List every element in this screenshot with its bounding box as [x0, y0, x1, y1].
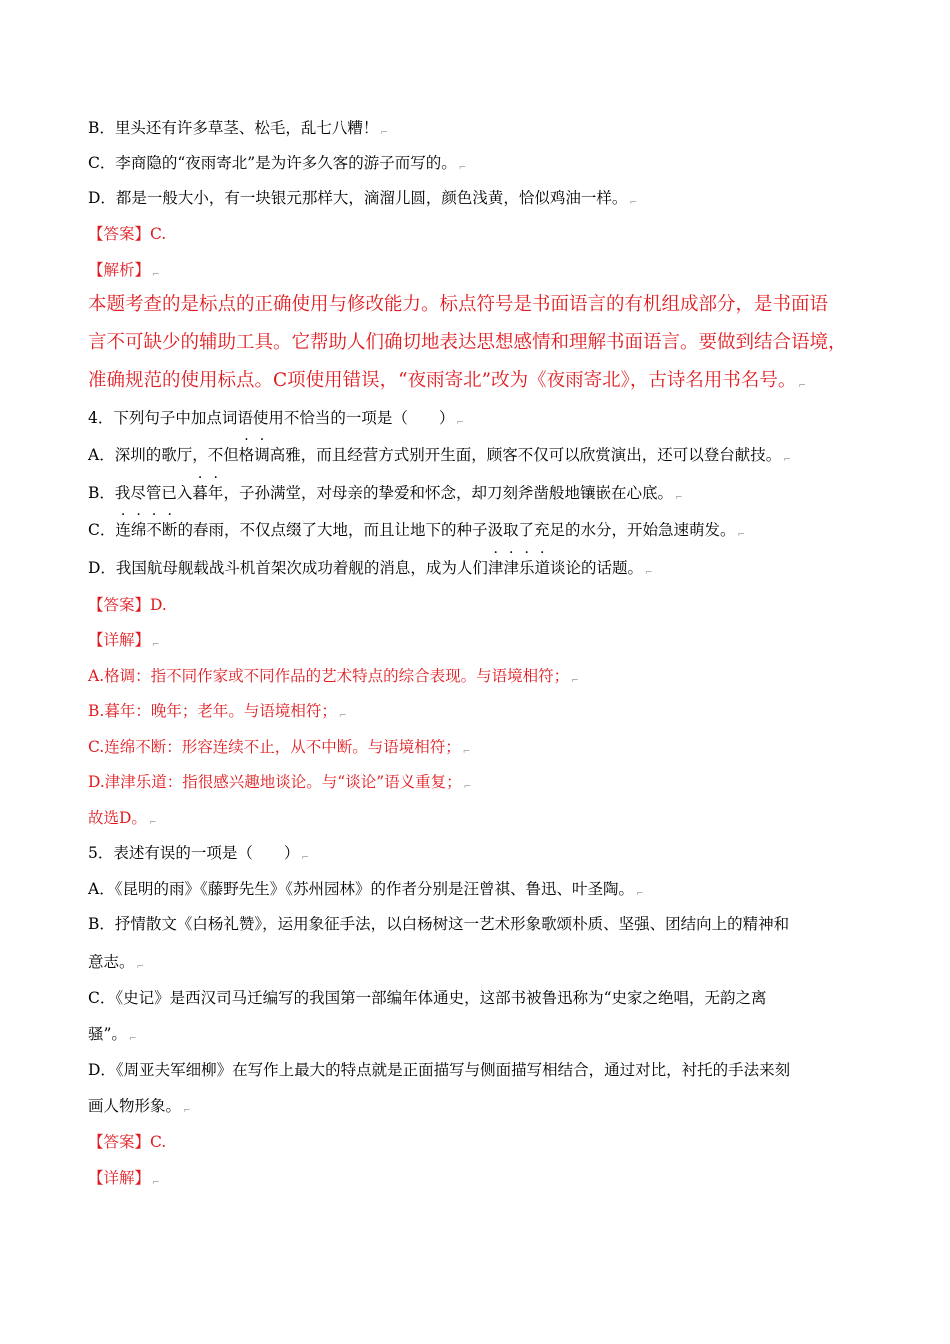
dotted-char: 乐: [518, 559, 535, 577]
paragraph-mark: ⌐: [152, 640, 160, 650]
q3-analysis-line-1: 本题考查的是标点的正确使用与修改能力。标点符号是书面语言的有机组成部分，是书面语: [88, 294, 829, 315]
q4-detail-a: A.格调：指不同作家或不同作品的艺术特点的综合表现。与语境相符； ⌐: [88, 667, 579, 686]
dotted-char: 不: [146, 521, 162, 539]
dotted-char: 绵: [130, 521, 147, 539]
q4-conclusion: 故选D。 ⌐: [88, 809, 157, 828]
q5-stem: 5．表述有误的一项是（ ） ⌐: [88, 844, 309, 863]
paragraph-mark: ⌐: [737, 530, 745, 540]
paragraph-mark: ⌐: [798, 381, 806, 391]
dotted-char: 津: [487, 559, 504, 577]
paragraph-mark: ⌐: [380, 128, 388, 138]
q5-answer: 【答案】C.: [88, 1133, 167, 1151]
q3-answer: 【答案】C.: [88, 225, 167, 243]
q4-detail-label: 【详解】 ⌐: [88, 631, 160, 650]
paragraph-mark: ⌐: [463, 782, 472, 792]
q3-analysis-label: 【解析】 ⌐: [88, 261, 160, 280]
paragraph-mark: ⌐: [783, 455, 791, 465]
dotted-word: [488, 559, 550, 577]
paragraph-mark: ⌐: [674, 493, 683, 503]
dotted-char: 调: [254, 446, 270, 464]
q4-option-c: C．连绵不断的春雨，不仅点缀了大地，而且让地下的种子汲取了充足的水分，开始急速萌发。 ⌐: [88, 521, 745, 540]
dotted-char: 断: [161, 521, 178, 539]
q5-option-c-line-1: C．《史记》是西汉司马迁编写的我国第一部编年体通史，这部书被鲁迅称为“史家之绝唱，无韵之离: [88, 989, 767, 1007]
paragraph-mark: ⌐: [645, 568, 653, 578]
q3-option-b: B．里头还有许多草茎、松毛，乱七八糟！ ⌐: [88, 119, 388, 138]
q3-option-d: D．都是一般大小，有一块银元那样大，滴溜儿圆，颜色浅黄，恰似鸡油一样。 ⌐: [88, 189, 637, 208]
q5-option-d-line-2: 画人物形象。 ⌐: [88, 1097, 191, 1116]
q3-analysis-line-2: 言不可缺少的辅助工具。它帮助人们确切地表达思想感情和理解书面语言。要做到结合语境，: [88, 332, 847, 353]
paragraph-mark: ⌐: [635, 889, 644, 899]
paragraph-mark: ⌐: [152, 270, 160, 280]
paragraph-mark: ⌐: [456, 418, 464, 428]
paragraph-mark: ⌐: [136, 962, 145, 972]
q5-detail-label: 【详解】 ⌐: [88, 1169, 160, 1188]
q5-option-b-line-1: B．抒情散文《白杨礼赞》，运用象征手法，以白杨树这一艺术形象歌颂朴质、坚强、团结向上的精神和: [88, 915, 790, 933]
q5-option-a: A．《昆明的雨》《藤野先生》《苏州园林》的作者分别是汪曾祺、鲁迅、叶圣陶。 ⌐: [88, 880, 644, 899]
q4-option-b: B．我尽管已入暮年，子孙满堂，对母亲的挚爱和怀念，却刀刻斧凿般地镶嵌在心底。 ⌐: [88, 484, 683, 503]
dotted-char: 津: [503, 559, 519, 577]
dotted-char: 年: [207, 484, 224, 502]
dotted-word: [115, 521, 177, 539]
q5-option-c-line-2: 骚”。 ⌐: [88, 1025, 137, 1044]
dotted-char: 连: [115, 521, 131, 539]
q4-detail-d: D.津津乐道：指很感兴趣地谈论。与“谈论”语义重复； ⌐: [88, 773, 472, 792]
paragraph-mark: ⌐: [128, 1034, 137, 1044]
q5-option-b-line-2: 意志。 ⌐: [88, 953, 145, 972]
dotted-word: [239, 446, 270, 464]
paragraph-mark: ⌐: [148, 818, 157, 828]
paragraph-mark: ⌐: [571, 676, 579, 686]
dotted-word: [192, 484, 223, 502]
paragraph-mark: ⌐: [462, 747, 471, 757]
paragraph-mark: ⌐: [152, 1178, 160, 1188]
q4-detail-b: B.暮年：晚年；老年。与语境相符； ⌐: [88, 702, 347, 721]
q3-option-c: C．李商隐的“夜雨寄北”是为许多久客的游子而写的。 ⌐: [88, 154, 467, 173]
paragraph-mark: ⌐: [301, 853, 309, 863]
paragraph-mark: ⌐: [338, 711, 347, 721]
q4-option-a: A．深圳的歌厅，不但格调高雅，而且经营方式别开生面，顾客不仅可以欣赏演出，还可以登台献技。 ⌐: [88, 446, 791, 465]
dotted-char: 暮: [192, 484, 208, 502]
q4-stem: 4．下列句子中加点词语使用不恰当的一项是（ ） ⌐: [88, 409, 464, 428]
paragraph-mark: ⌐: [458, 163, 467, 173]
q4-option-d: D．我国航母舰载战斗机首架次成功着舰的消息，成为人们津津乐道谈论的话题。 ⌐: [88, 559, 653, 578]
q3-analysis-line-3: 准确规范的使用标点。C项使用错误，“夜雨寄北”改为《夜雨寄北》，古诗名用书名号。 ⌐: [88, 370, 806, 391]
dotted-char: 格: [238, 446, 255, 464]
paragraph-mark: ⌐: [183, 1106, 191, 1116]
dotted-char: 道: [534, 559, 550, 577]
q4-answer: 【答案】D.: [88, 596, 167, 614]
paragraph-mark: ⌐: [629, 198, 637, 208]
q4-detail-c: C.连绵不断：形容连续不止，从不中断。与语境相符； ⌐: [88, 738, 471, 757]
q5-option-d-line-1: D．《周亚夫军细柳》在写作上最大的特点就是正面描写与侧面描写相结合，通过对比，衬托的手法来刻: [88, 1061, 791, 1079]
